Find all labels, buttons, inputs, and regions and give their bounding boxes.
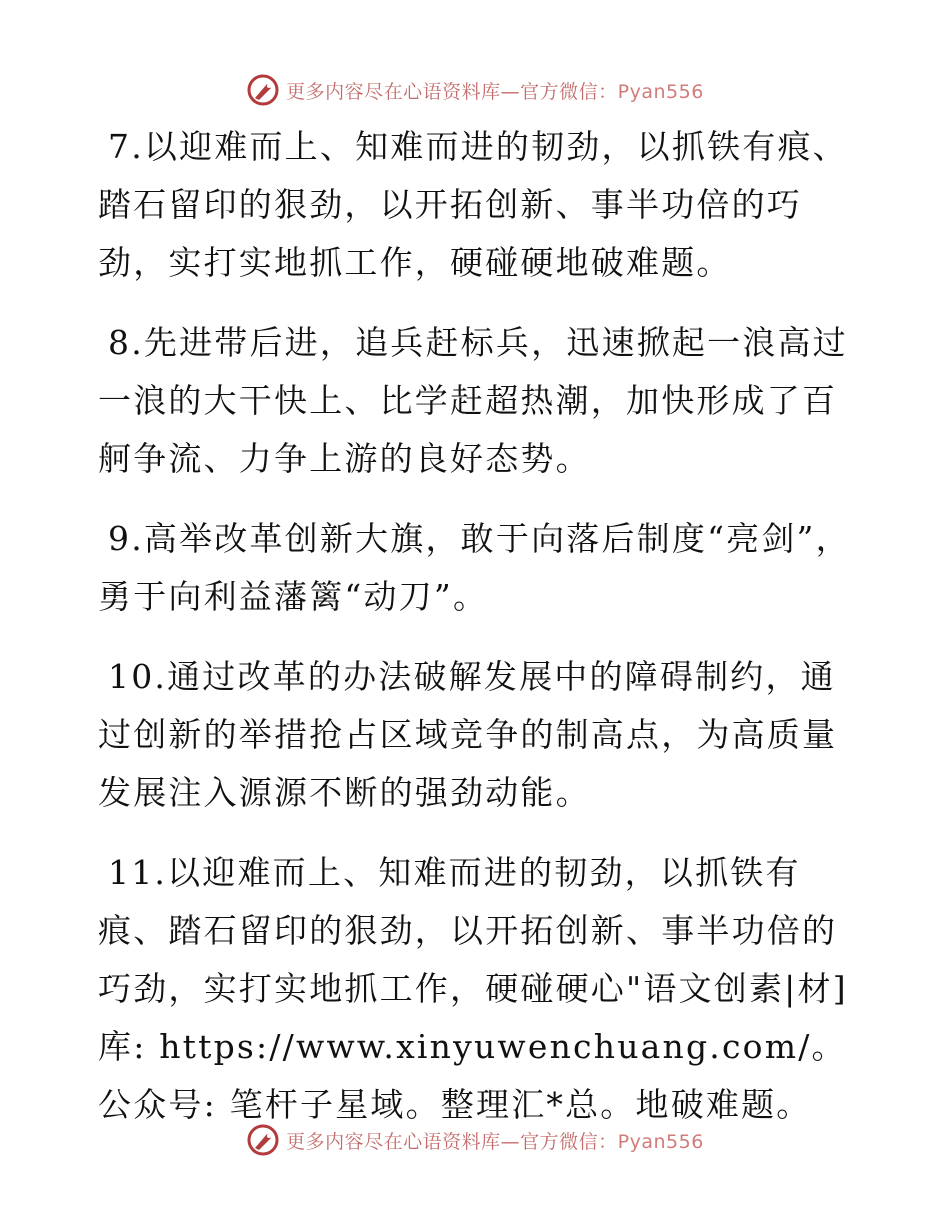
- footer-banner: [0, 1120, 950, 1160]
- pen-logo-icon: [246, 73, 280, 107]
- pen-logo-icon: [246, 1123, 280, 1157]
- footer-banner-handle: Pyan556: [617, 1130, 704, 1153]
- header-banner-text: 更多内容尽在心语资料库—官方微信：Pyan556: [286, 80, 704, 103]
- header-banner-handle: Pyan556: [617, 80, 704, 103]
- paragraph-10: 10.通过改革的办法破解发展中的障碍制约，通过创新的举措抢占区域竞争的制高点，为高质量发展注入源源不断的强劲动能。: [98, 657, 838, 812]
- paragraph-11: 11.以迎难而上、知难而进的韧劲，以抓铁有痕、踏石留印的狠劲，以开拓创新、事半功倍的巧劲，实打实地抓工作，硬碰硬心"语文创素|材]库: https://www.xinyuwenchuang.com/。公众号: 笔杆子星域。整理汇*总。地破难题。: [98, 853, 848, 1124]
- document-body: [98, 118, 858, 1156]
- paragraph-9: 9.高举改革创新大旗，敢于向落后制度“亮剑”，勇于向利益藩篱“动刀”。: [98, 519, 851, 616]
- paragraph-7: 7.以迎难而上、知难而进的韧劲，以抓铁有痕、踏石留印的狠劲，以开拓创新、事半功倍的巧劲，实打实地抓工作，硬碰硬地破难题。: [98, 127, 848, 282]
- paragraph-8: 8.先进带后进，追兵赶标兵，迅速掀起一浪高过一浪的大干快上、比学赶超热潮，加快形成了百舸争流、力争上游的良好态势。: [98, 323, 848, 478]
- header-banner: [0, 70, 950, 110]
- footer-banner-text: 更多内容尽在心语资料库—官方微信：Pyan556: [286, 1130, 704, 1153]
